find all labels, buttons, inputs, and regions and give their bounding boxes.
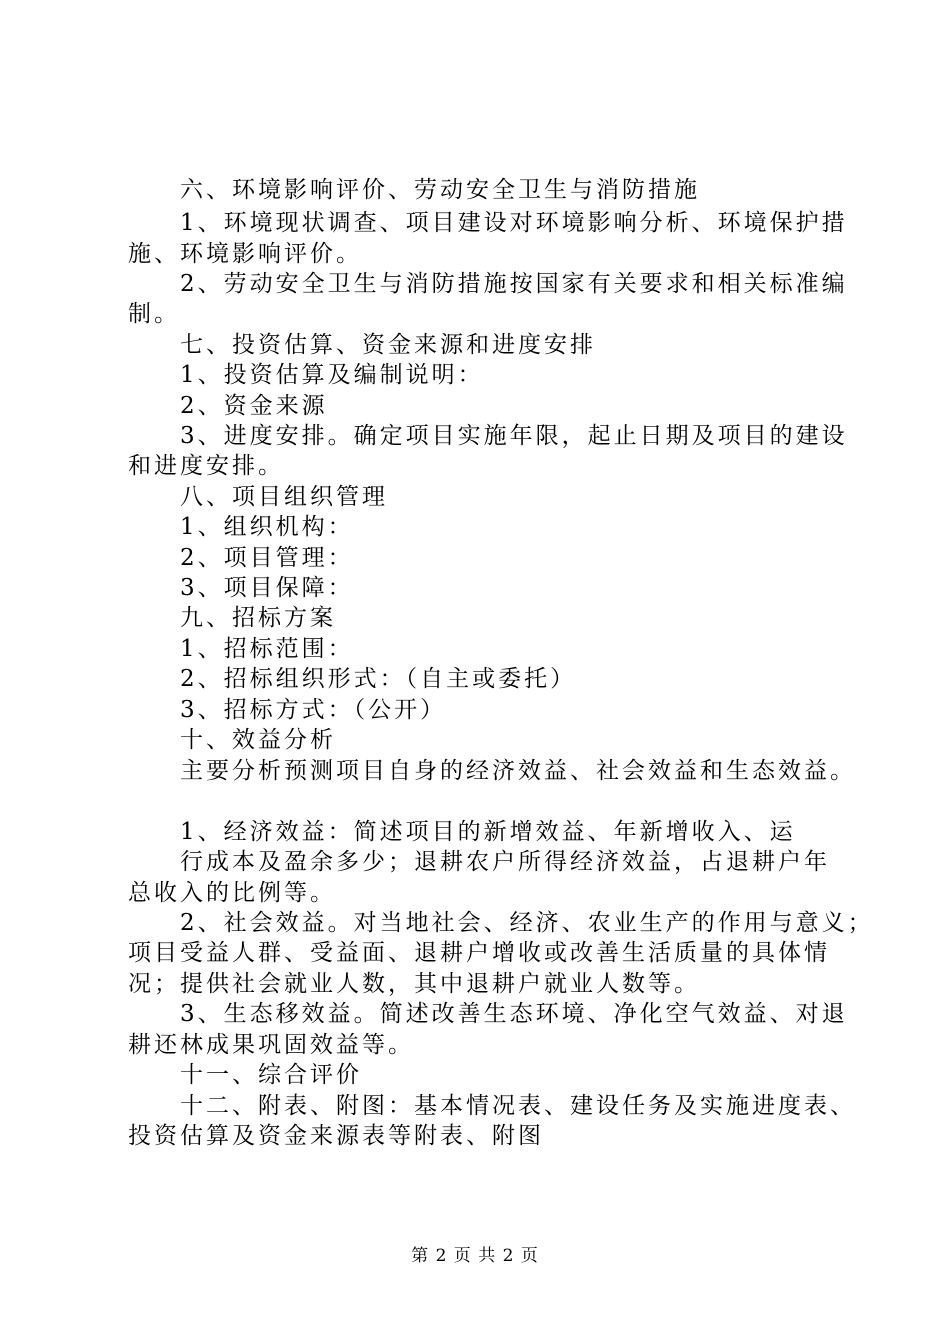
body-line: 制。 (128, 301, 180, 327)
body-line: 1、经济效益：简述项目的新增效益、年新增收入、运 (180, 819, 796, 845)
body-line: 3、进度安排。确定项目实施年限，起止日期及项目的建设 (180, 423, 848, 449)
section-heading: 十、效益分析 (180, 727, 336, 753)
body-line: 况；提供社会就业人数，其中退耕户就业人数等。 (128, 971, 700, 997)
body-line: 2、劳动安全卫生与消防措施按国家有关要求和相关标准编 (180, 271, 848, 297)
body-line: 施、环境影响评价。 (128, 241, 362, 267)
body-line: 行成本及盈余多少；退耕农户所得经济效益，占退耕户年 (180, 849, 830, 875)
section-heading: 十二、附表、附图：基本情况表、建设任务及实施进度表、 (180, 1093, 856, 1119)
body-line: 2、资金来源 (180, 393, 328, 419)
body-line: 总收入的比例等。 (128, 880, 336, 906)
page-number-footer: 第 2 页 共 2 页 (411, 1246, 539, 1266)
section-heading: 十一、综合评价 (180, 1062, 362, 1088)
body-line: 3、项目保障： (180, 575, 354, 601)
section-heading: 九、招标方案 (180, 605, 336, 631)
body-line: 2、招标组织形式：（自主或委托） (180, 666, 577, 692)
body-line: 1、投资估算及编制说明： (180, 362, 484, 388)
body-line: 耕还林成果巩固效益等。 (128, 1032, 414, 1058)
body-line: 2、社会效益。对当地社会、经济、农业生产的作用与意义； (180, 910, 874, 936)
body-line: 1、组织机构： (180, 514, 354, 540)
body-line: 3、生态移效益。简述改善生态环境、净化空气效益、对退 (180, 1001, 848, 1027)
body-line: 2、项目管理： (180, 545, 354, 571)
body-line: 主要分析预测项目自身的经济效益、社会效益和生态效益。 (180, 758, 856, 784)
section-heading: 八、项目组织管理 (180, 484, 388, 510)
body-line: 1、环境现状调查、项目建设对环境影响分析、环境保护措 (180, 210, 848, 236)
body-line: 1、招标范围： (180, 636, 354, 662)
section-heading: 七、投资估算、资金来源和进度安排 (180, 332, 596, 358)
body-line: 投资估算及资金来源表等附表、附图 (128, 1123, 544, 1149)
section-heading: 六、环境影响评价、劳动安全卫生与消防措施 (180, 177, 700, 203)
body-line: 和进度安排。 (128, 453, 284, 479)
body-line: 项目受益人群、受益面、退耕户增收或改善生活质量的具体情 (128, 940, 830, 966)
body-line: 3、招标方式：（公开） (180, 697, 447, 723)
